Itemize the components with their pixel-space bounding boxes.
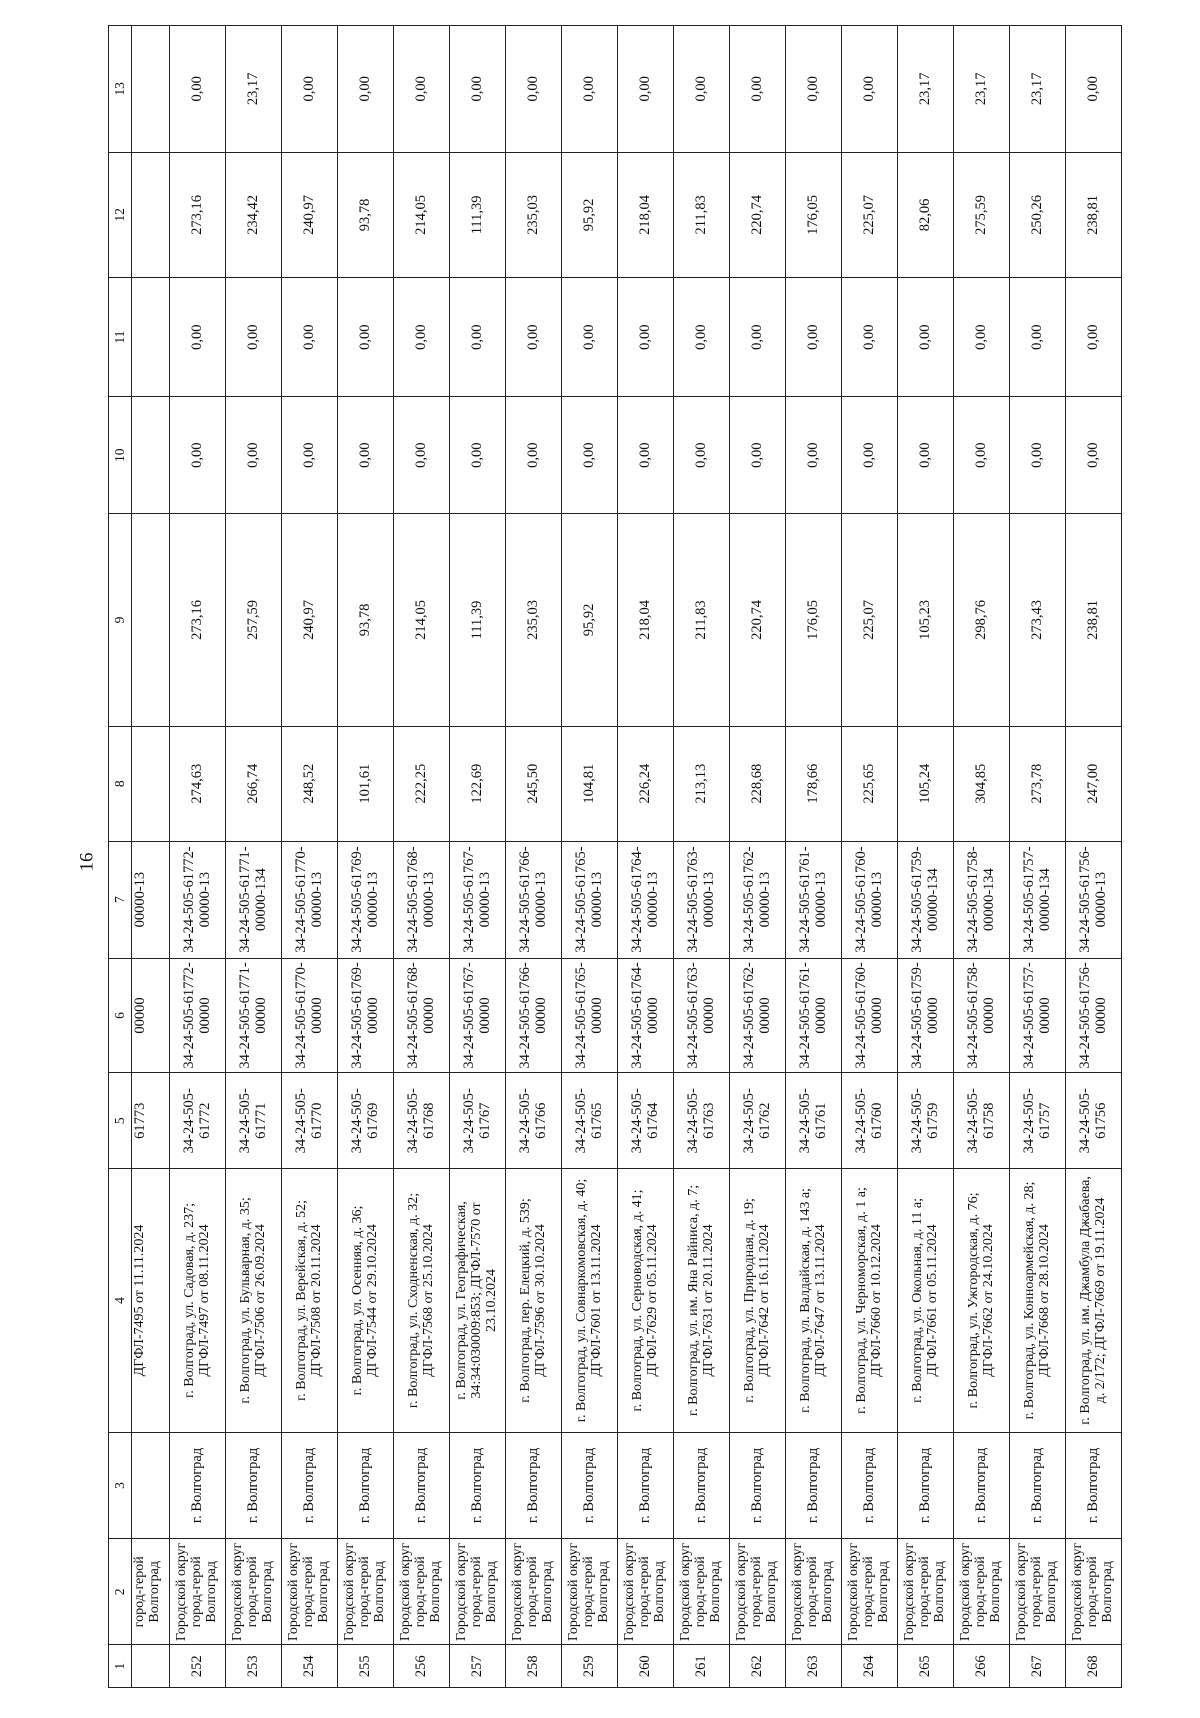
value-12-cell: 82,06 [898,152,954,277]
code-7-cell: 34-24-505-61768-00000-13 [394,841,450,958]
address-cell: г. Волгоград, ул. Окольная, д. 11 а; ДГФЛ-7661 от 05.11.2024 [898,1169,954,1433]
value-10-cell: 0,00 [954,397,1010,514]
settlement-cell: г. Волгоград [786,1432,842,1538]
code-5-cell: 34-24-505-61758 [954,1073,1010,1169]
settlement-cell: г. Волгоград [394,1432,450,1538]
code-7-cell: 34-24-505-61767-00000-13 [450,841,506,958]
address-cell: г. Волгоград, ул. Садовая, д. 237; ДГФЛ-7497 от 08.11.2024 [170,1169,226,1433]
table-row [170,26,226,1688]
settlement-cell: г. Волгоград [842,1432,898,1538]
row-number-cell: 268 [1066,1645,1122,1688]
table-row [506,26,562,1688]
municipality-cell: Городской округ город-герой Волгоград [506,1539,562,1645]
value-12-cell: 12 [109,152,132,277]
municipality-cell: Городской округ город-герой Волгоград [1066,1539,1122,1645]
value-8-cell: 273,78 [1010,726,1066,841]
value-11-cell: 0,00 [618,278,674,397]
code-6-cell: 34-24-505-61756-00000 [1066,958,1122,1073]
value-10-cell: 0,00 [730,397,786,514]
code-7-cell: 34-24-505-61766-00000-13 [506,841,562,958]
code-7-cell: 34-24-505-61757-00000-134 [1010,841,1066,958]
table-row [618,26,674,1688]
address-cell: ДГФЛ-7495 от 11.11.2024 [132,1169,170,1433]
table-row [1066,26,1122,1688]
row-number-cell: 255 [338,1645,394,1688]
code-7-cell: 34-24-505-61765-00000-13 [562,841,618,958]
settlement-cell: г. Волгоград [338,1432,394,1538]
value-11-cell: 0,00 [394,278,450,397]
municipality-cell: 2 [109,1539,132,1645]
code-5-cell: 61773 [132,1073,170,1169]
value-8-cell: 8 [109,726,132,841]
table-row [674,26,730,1688]
value-12-cell: 238,81 [1066,152,1122,277]
value-10-cell: 0,00 [618,397,674,514]
settlement-cell: 3 [109,1432,132,1538]
value-9-cell: 240,97 [282,514,338,727]
value-8-cell: 101,61 [338,726,394,841]
municipality-cell: Городской округ город-герой Волгоград [730,1539,786,1645]
value-11-cell: 0,00 [338,278,394,397]
code-6-cell: 00000 [132,958,170,1073]
value-11-cell: 0,00 [842,278,898,397]
municipality-cell: город-герой Волгоград [132,1539,170,1645]
value-10-cell: 0,00 [898,397,954,514]
value-8-cell: 122,69 [450,726,506,841]
table-wrapper [108,25,1115,1688]
row-number-cell: 253 [226,1645,282,1688]
municipality-cell: Городской округ город-герой Волгоград [338,1539,394,1645]
code-6-cell: 34-24-505-61770-00000 [282,958,338,1073]
value-8-cell: 104,81 [562,726,618,841]
value-9-cell: 9 [109,514,132,727]
code-7-cell: 34-24-505-61761-00000-13 [786,841,842,958]
settlement-cell: г. Волгоград [1010,1432,1066,1538]
code-7-cell: 34-24-505-61764-00000-13 [618,841,674,958]
value-11-cell: 0,00 [1010,278,1066,397]
municipality-cell: Городской округ город-герой Волгоград [842,1539,898,1645]
value-10-cell: 0,00 [226,397,282,514]
value-9-cell: 95,92 [562,514,618,727]
value-13-cell: 23,17 [898,26,954,153]
value-13-cell: 0,00 [338,26,394,153]
table-row [786,26,842,1688]
address-cell: г. Волгоград, ул. Совнаркомовская, д. 40; ДГФЛ-7601 от 13.11.2024 [562,1169,618,1433]
value-13-cell: 0,00 [170,26,226,153]
code-5-cell: 34-24-505-61761 [786,1073,842,1169]
code-7-cell: 34-24-505-61762-00000-13 [730,841,786,958]
address-cell: г. Волгоград, ул. Черноморская, д. 1 а; ДГФЛ-7660 от 10.12.2024 [842,1169,898,1433]
table-row [282,26,338,1688]
code-5-cell: 34-24-505-61757 [1010,1073,1066,1169]
row-number-cell: 266 [954,1645,1010,1688]
table-row [562,26,618,1688]
settlement-cell: г. Волгоград [898,1432,954,1538]
address-cell: г. Волгоград, ул. Серноводская, д. 41; ДГФЛ-7629 от 05.11.2024 [618,1169,674,1433]
page-number: 16 [76,852,98,872]
value-11-cell: 0,00 [1066,278,1122,397]
municipality-cell: Городской округ город-герой Волгоград [898,1539,954,1645]
table-row [730,26,786,1688]
value-13-cell: 23,17 [954,26,1010,153]
value-13-cell: 0,00 [786,26,842,153]
code-6-cell: 34-24-505-61766-00000 [506,958,562,1073]
code-7-cell: 00000-13 [132,841,170,958]
value-9-cell: 220,74 [730,514,786,727]
settlement-cell: г. Волгоград [170,1432,226,1538]
value-13-cell: 0,00 [730,26,786,153]
value-9-cell: 218,04 [618,514,674,727]
value-9-cell: 257,59 [226,514,282,727]
value-9-cell: 273,16 [170,514,226,727]
code-6-cell: 34-24-505-61758-00000 [954,958,1010,1073]
value-10-cell: 0,00 [282,397,338,514]
table-row [898,26,954,1688]
value-8-cell: 247,00 [1066,726,1122,841]
value-9-cell: 225,07 [842,514,898,727]
row-number-cell: 265 [898,1645,954,1688]
value-13-cell: 23,17 [226,26,282,153]
table-row [954,26,1010,1688]
code-5-cell: 34-24-505-61769 [338,1073,394,1169]
code-7-cell: 34-24-505-61772-00000-13 [170,841,226,958]
value-9-cell: 298,76 [954,514,1010,727]
code-6-cell: 34-24-505-61764-00000 [618,958,674,1073]
row-number-cell: 258 [506,1645,562,1688]
value-10-cell: 0,00 [338,397,394,514]
value-13-cell: 0,00 [450,26,506,153]
code-7-cell: 34-24-505-61769-00000-13 [338,841,394,958]
value-8-cell: 225,65 [842,726,898,841]
municipality-cell: Городской округ город-герой Волгоград [954,1539,1010,1645]
code-7-cell: 34-24-505-61760-00000-13 [842,841,898,958]
code-7-cell: 34-24-505-61758-00000-134 [954,841,1010,958]
value-13-cell: 0,00 [506,26,562,153]
code-6-cell: 34-24-505-61759-00000 [898,958,954,1073]
value-9-cell: 111,39 [450,514,506,727]
row-number-cell: 262 [730,1645,786,1688]
value-10-cell: 0,00 [1010,397,1066,514]
value-10-cell: 0,00 [450,397,506,514]
code-5-cell: 34-24-505-61767 [450,1073,506,1169]
code-6-cell: 34-24-505-61761-00000 [786,958,842,1073]
municipality-cell: Городской округ город-герой Волгоград [282,1539,338,1645]
value-12-cell: 214,05 [394,152,450,277]
settlement-cell: г. Волгоград [450,1432,506,1538]
code-7-cell: 34-24-505-61770-00000-13 [282,841,338,958]
value-9-cell: 235,03 [506,514,562,727]
address-cell: г. Волгоград, ул. Бульварная, д. 35; ДГФЛ-7506 от 26.09.2024 [226,1169,282,1433]
code-7-cell: 34-24-505-61759-00000-134 [898,841,954,958]
address-cell: г. Волгоград, ул. Конноармейская, д. 28; ДГФЛ-7668 от 28.10.2024 [1010,1169,1066,1433]
value-13-cell: 0,00 [282,26,338,153]
value-10-cell: 0,00 [842,397,898,514]
value-8-cell: 304,85 [954,726,1010,841]
code-5-cell: 34-24-505-61756 [1066,1073,1122,1169]
value-12-cell [132,152,170,277]
municipality-cell: Городской округ город-герой Волгоград [674,1539,730,1645]
row-number-cell: 263 [786,1645,842,1688]
value-13-cell: 0,00 [674,26,730,153]
table-row [226,26,282,1688]
address-cell: г. Волгоград, ул. Осенняя, д. 36; ДГФЛ-7544 от 29.10.2024 [338,1169,394,1433]
value-13-cell: 0,00 [394,26,450,153]
value-12-cell: 111,39 [450,152,506,277]
value-12-cell: 250,26 [1010,152,1066,277]
code-5-cell: 34-24-505-61764 [618,1073,674,1169]
value-11-cell: 0,00 [562,278,618,397]
address-cell: г. Волгоград, ул. Природная, д. 19; ДГФЛ-7642 от 16.11.2024 [730,1169,786,1433]
value-8-cell: 226,24 [618,726,674,841]
value-11-cell: 0,00 [282,278,338,397]
municipality-cell: Городской округ город-герой Волгоград [1010,1539,1066,1645]
row-number-cell [132,1645,170,1688]
value-13-cell: 23,17 [1010,26,1066,153]
row-number-cell: 257 [450,1645,506,1688]
code-6-cell: 34-24-505-61757-00000 [1010,958,1066,1073]
municipality-cell: Городской округ город-герой Волгоград [394,1539,450,1645]
settlement-cell: г. Волгоград [506,1432,562,1538]
value-11-cell: 0,00 [674,278,730,397]
code-6-cell: 34-24-505-61771-00000 [226,958,282,1073]
value-8-cell: 222,25 [394,726,450,841]
table-row [338,26,394,1688]
value-11-cell: 0,00 [954,278,1010,397]
table-row [450,26,506,1688]
value-11-cell: 0,00 [170,278,226,397]
code-7-cell: 34-24-505-61763-00000-13 [674,841,730,958]
code-5-cell: 5 [109,1073,132,1169]
value-10-cell: 0,00 [1066,397,1122,514]
value-11-cell [132,278,170,397]
row-number-cell: 267 [1010,1645,1066,1688]
settlement-cell: г. Волгоград [954,1432,1010,1538]
data-table [108,25,1122,1688]
value-9-cell: 93,78 [338,514,394,727]
code-5-cell: 34-24-505-61765 [562,1073,618,1169]
value-12-cell: 273,16 [170,152,226,277]
address-cell: г. Волгоград, ул. Сходненская, д. 32; ДГФЛ-7568 от 25.10.2024 [394,1169,450,1433]
value-10-cell: 0,00 [394,397,450,514]
value-12-cell: 95,92 [562,152,618,277]
value-9-cell: 238,81 [1066,514,1122,727]
header-row [109,26,132,1688]
value-12-cell: 218,04 [618,152,674,277]
row-number-cell: 264 [842,1645,898,1688]
row-number-cell: 256 [394,1645,450,1688]
table-row [1010,26,1066,1688]
value-9-cell [132,514,170,727]
code-5-cell: 34-24-505-61762 [730,1073,786,1169]
value-9-cell: 273,43 [1010,514,1066,727]
code-5-cell: 34-24-505-61760 [842,1073,898,1169]
value-12-cell: 93,78 [338,152,394,277]
value-9-cell: 214,05 [394,514,450,727]
settlement-cell [132,1432,170,1538]
value-12-cell: 225,07 [842,152,898,277]
settlement-cell: г. Волгоград [562,1432,618,1538]
code-5-cell: 34-24-505-61771 [226,1073,282,1169]
row-number-cell: 261 [674,1645,730,1688]
address-cell: г. Волгоград, ул. Ужгородская, д. 76; ДГФЛ-7662 от 24.10.2024 [954,1169,1010,1433]
value-12-cell: 234,42 [226,152,282,277]
code-6-cell: 34-24-505-61769-00000 [338,958,394,1073]
value-13-cell: 0,00 [562,26,618,153]
code-5-cell: 34-24-505-61763 [674,1073,730,1169]
address-cell: г. Волгоград, ул. Географическая, 34:34:030009:853; ДГФЛ-7570 от 23.10.2024 [450,1169,506,1433]
row-number-cell: 252 [170,1645,226,1688]
value-10-cell: 0,00 [674,397,730,514]
value-9-cell: 105,23 [898,514,954,727]
code-6-cell: 6 [109,958,132,1073]
value-13-cell [132,26,170,153]
code-7-cell: 34-24-505-61771-00000-134 [226,841,282,958]
rotated-table-area [108,25,1115,1688]
municipality-cell: Городской округ город-герой Волгоград [170,1539,226,1645]
row-number-cell: 1 [109,1645,132,1688]
value-8-cell: 213,13 [674,726,730,841]
continuation-row [132,26,170,1688]
value-8-cell: 274,63 [170,726,226,841]
code-6-cell: 34-24-505-61772-00000 [170,958,226,1073]
table-row [394,26,450,1688]
address-cell: г. Волгоград, пер. Елецкий, д. 539; ДГФЛ-7596 от 30.10.2024 [506,1169,562,1433]
settlement-cell: г. Волгоград [618,1432,674,1538]
value-10-cell: 0,00 [562,397,618,514]
value-9-cell: 211,83 [674,514,730,727]
value-12-cell: 240,97 [282,152,338,277]
value-9-cell: 176,05 [786,514,842,727]
row-number-cell: 259 [562,1645,618,1688]
value-12-cell: 275,59 [954,152,1010,277]
value-12-cell: 176,05 [786,152,842,277]
value-8-cell: 105,24 [898,726,954,841]
value-11-cell: 0,00 [730,278,786,397]
settlement-cell: г. Волгоград [1066,1432,1122,1538]
settlement-cell: г. Волгоград [730,1432,786,1538]
code-5-cell: 34-24-505-61766 [506,1073,562,1169]
settlement-cell: г. Волгоград [674,1432,730,1538]
value-12-cell: 220,74 [730,152,786,277]
address-cell: 4 [109,1169,132,1433]
municipality-cell: Городской округ город-герой Волгоград [786,1539,842,1645]
value-10-cell: 0,00 [170,397,226,514]
code-6-cell: 34-24-505-61768-00000 [394,958,450,1073]
code-7-cell: 7 [109,841,132,958]
code-7-cell: 34-24-505-61756-00000-13 [1066,841,1122,958]
code-5-cell: 34-24-505-61768 [394,1073,450,1169]
value-11-cell: 0,00 [450,278,506,397]
row-number-cell: 260 [618,1645,674,1688]
value-8-cell: 178,66 [786,726,842,841]
value-8-cell [132,726,170,841]
table-row [842,26,898,1688]
value-12-cell: 235,03 [506,152,562,277]
value-11-cell: 0,00 [226,278,282,397]
code-6-cell: 34-24-505-61762-00000 [730,958,786,1073]
value-13-cell: 13 [109,26,132,153]
value-13-cell: 0,00 [1066,26,1122,153]
code-6-cell: 34-24-505-61763-00000 [674,958,730,1073]
code-6-cell: 34-24-505-61760-00000 [842,958,898,1073]
settlement-cell: г. Волгоград [282,1432,338,1538]
address-cell: г. Волгоград, ул. Верейская, д. 52; ДГФЛ-7508 от 20.11.2024 [282,1169,338,1433]
value-11-cell: 0,00 [786,278,842,397]
municipality-cell: Городской округ город-герой Волгоград [562,1539,618,1645]
code-5-cell: 34-24-505-61759 [898,1073,954,1169]
value-13-cell: 0,00 [842,26,898,153]
address-cell: г. Волгоград, ул. им. Джамбула Джабаева, д. 2/172; ДГФЛ-7669 от 19.11.2024 [1066,1169,1122,1433]
address-cell: г. Волгоград, ул. им. Яна Райниса, д. 7; ДГФЛ-7631 от 20.11.2024 [674,1169,730,1433]
code-5-cell: 34-24-505-61770 [282,1073,338,1169]
value-12-cell: 211,83 [674,152,730,277]
municipality-cell: Городской округ город-герой Волгоград [618,1539,674,1645]
value-11-cell: 0,00 [898,278,954,397]
value-10-cell [132,397,170,514]
municipality-cell: Городской округ город-герой Волгоград [226,1539,282,1645]
code-6-cell: 34-24-505-61767-00000 [450,958,506,1073]
value-8-cell: 248,52 [282,726,338,841]
address-cell: г. Волгоград, ул. Валдайская, д. 143 а; ДГФЛ-7647 от 13.11.2024 [786,1169,842,1433]
value-10-cell: 10 [109,397,132,514]
code-6-cell: 34-24-505-61765-00000 [562,958,618,1073]
value-8-cell: 266,74 [226,726,282,841]
municipality-cell: Городской округ город-герой Волгоград [450,1539,506,1645]
settlement-cell: г. Волгоград [226,1432,282,1538]
value-11-cell: 0,00 [506,278,562,397]
code-5-cell: 34-24-505-61772 [170,1073,226,1169]
value-13-cell: 0,00 [618,26,674,153]
value-11-cell: 11 [109,278,132,397]
value-8-cell: 245,50 [506,726,562,841]
value-8-cell: 228,68 [730,726,786,841]
row-number-cell: 254 [282,1645,338,1688]
value-10-cell: 0,00 [786,397,842,514]
value-10-cell: 0,00 [506,397,562,514]
